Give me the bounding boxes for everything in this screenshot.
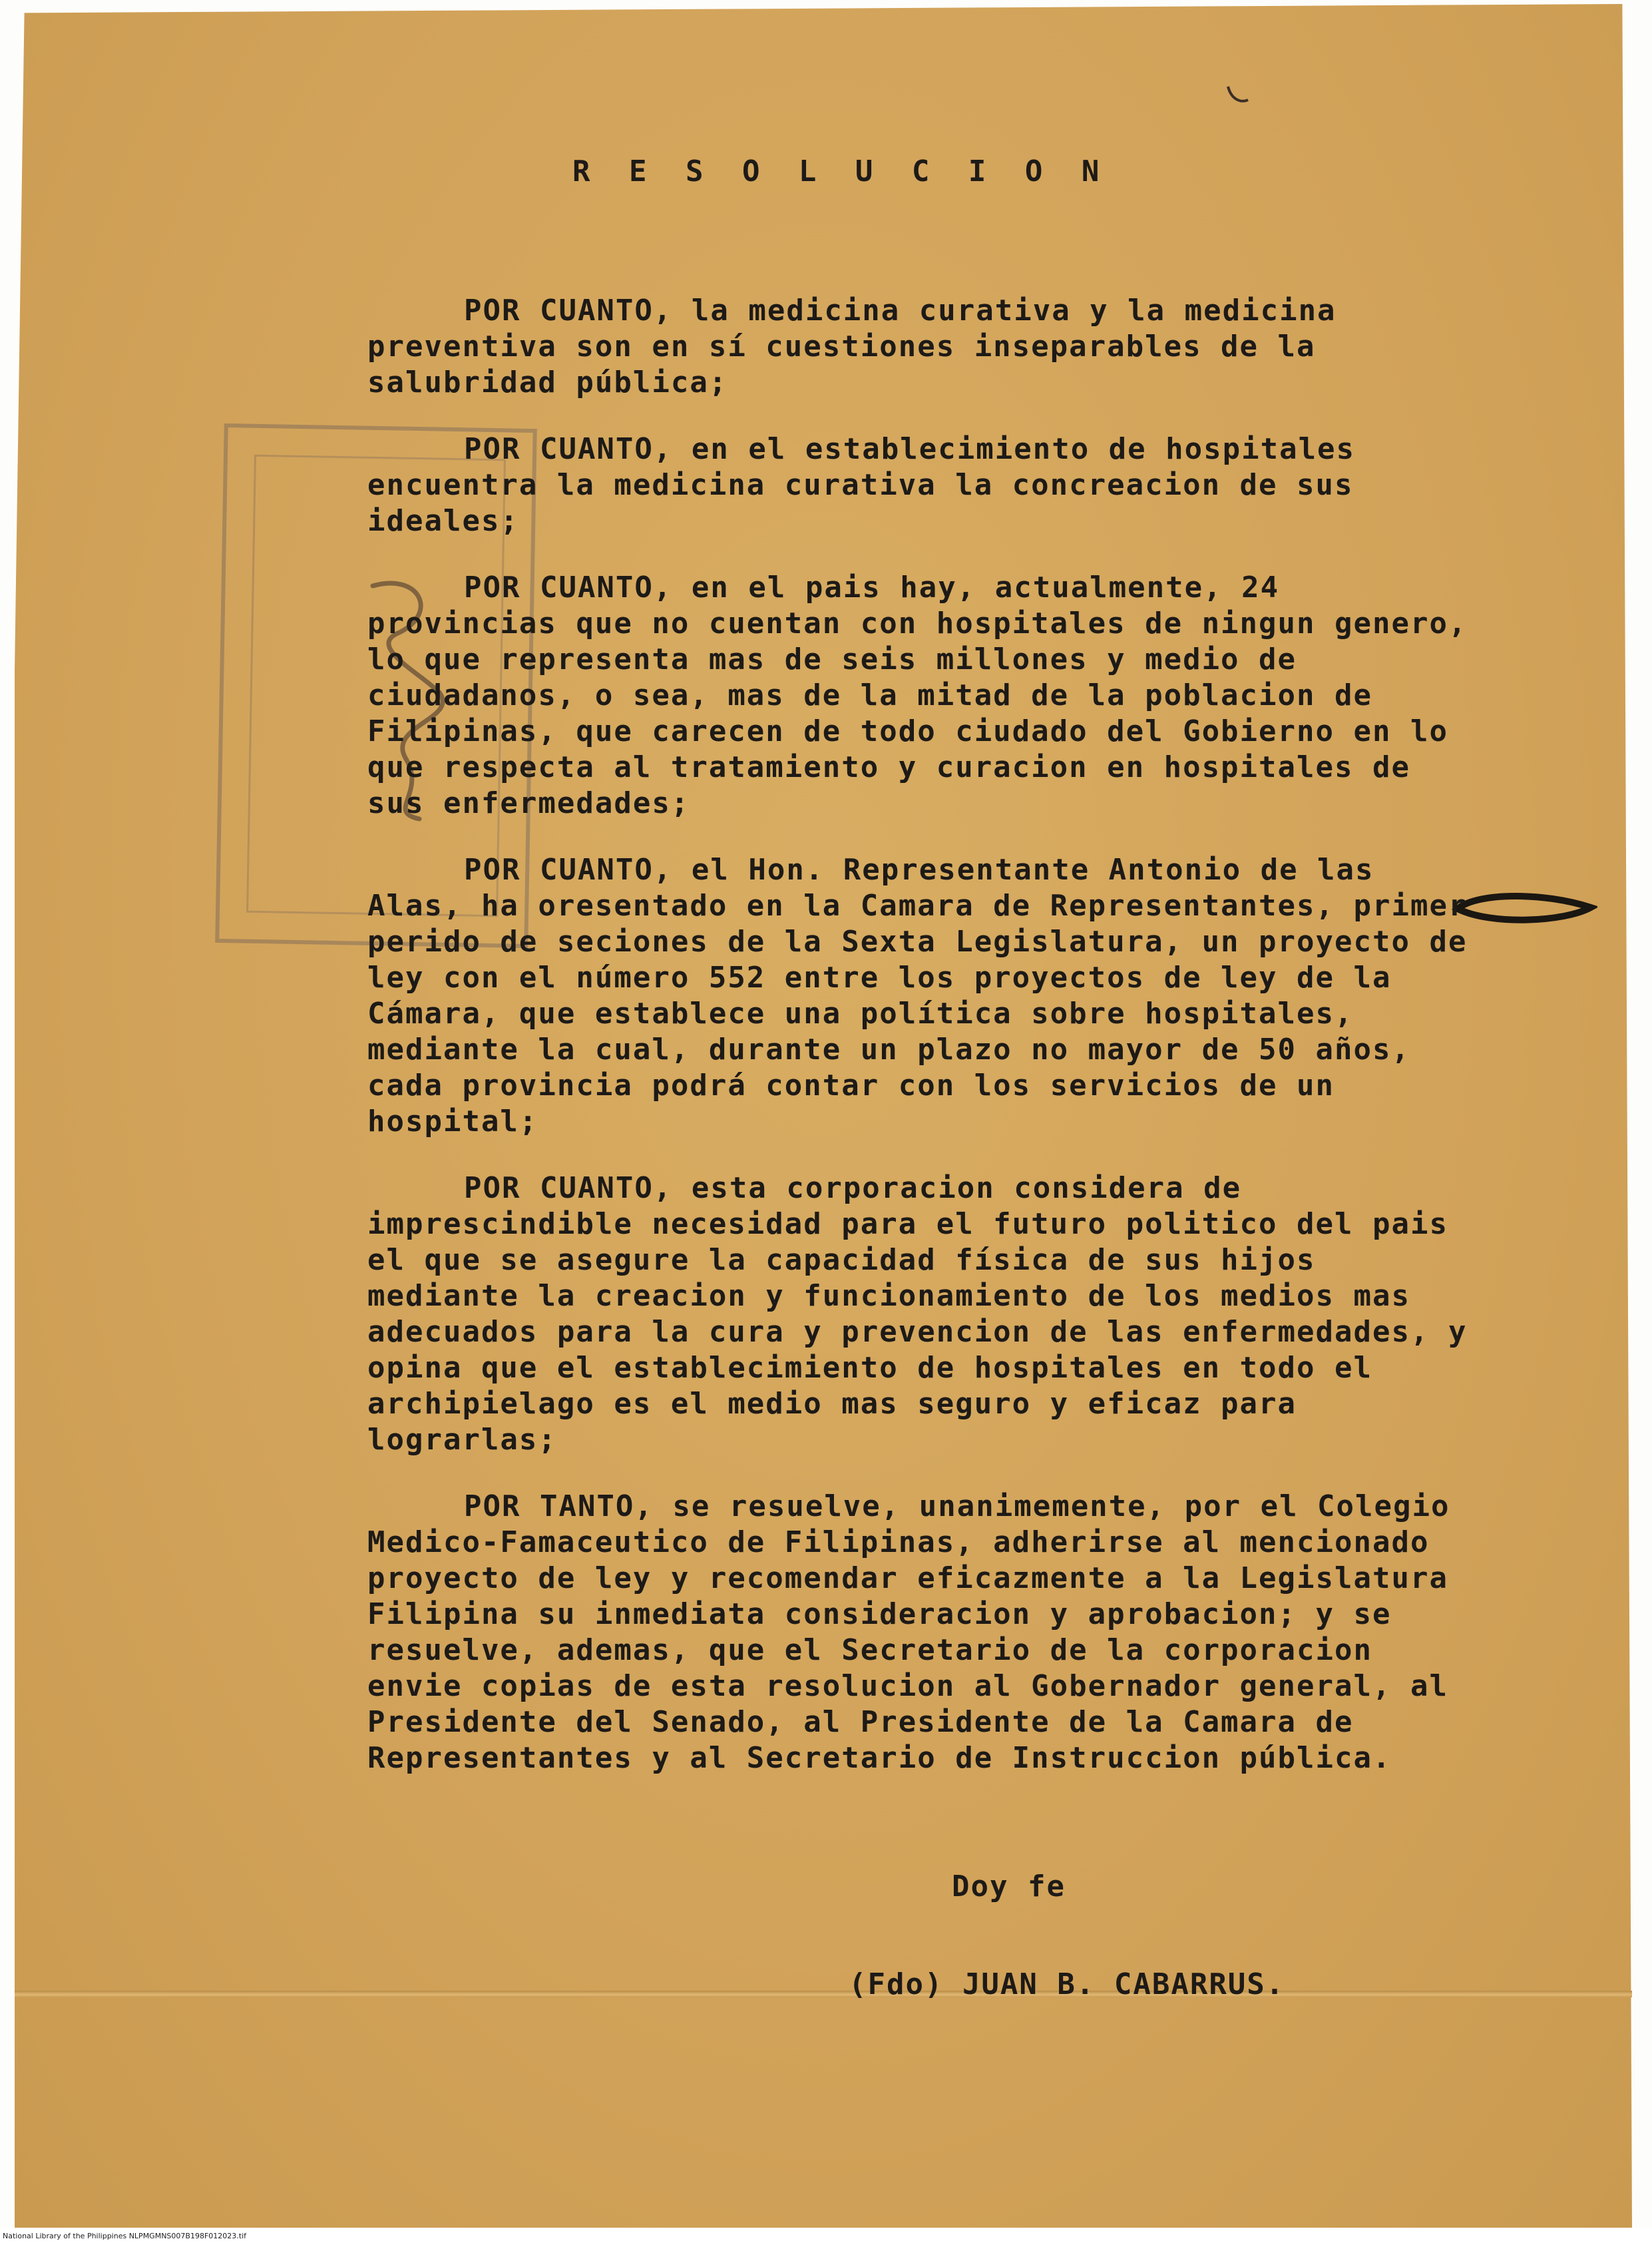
corner-mark [1225, 80, 1251, 107]
signature-line: (Fdo) JUAN B. CABARRUS. [849, 1967, 1285, 2001]
document-title: R E S O L U C I O N [572, 154, 1110, 188]
paper-fold-line [15, 1991, 1632, 1997]
closing-attestation: Doy fe [952, 1870, 1066, 1903]
paragraph-por-cuanto-2: POR CUANTO, en el establecimiento de hospitales encuentra la medicina curativa la concreacion de sus ideales; [367, 432, 1356, 538]
paragraph-por-cuanto-4: POR CUANTO, el Hon. Representante Antonio de las Alas, ha oresentado en la Camara de Representantes, primer perido de seciones de la Sexta Legislatura, un proyecto de ley con el número 552 entre los proyectos de ley de la Cámara, que establece una política sobre hospitales, mediante la cual, durante un plazo no mayor de 50 años, cada provincia podrá contar con los servicios de un hospital; [367, 853, 1468, 1138]
paragraph-por-cuanto-5: POR CUANTO, esta corporacion considera de imprescindible necesidad para el futuro politico del pais el que se asegure la capacidad física de sus hijos mediante la creacion y funcionamiento de los medios mas adecuados para la cura y prevencion de las enfermedades, y opina que el establecimiento de hospitales en todo el archipielago es el medio mas seguro y eficaz para lograrlas; [367, 1171, 1468, 1457]
paragraph-por-cuanto-3: POR CUANTO, en el pais hay, actualmente, 24 provincias que no cuentan con hospitales de ningun genero, lo que representa mas de seis millones y medio de ciudadanos, o sea, mas de la mitad de la poblacion de Filipinas, que carecen de todo ciudado del Gobierno en lo que respecta al tratamiento y curacion en hospitales de sus enfermedades; [367, 571, 1468, 820]
scan-footer [0, 2228, 1652, 2247]
paragraph-por-cuanto-1: POR CUANTO, la medicina curativa y la medicina preventiva son en sí cuestiones inseparables de la salubridad pública; [367, 294, 1337, 399]
resolution-body [367, 293, 1486, 1807]
archive-credit: National Library of the Philippines NLPMGMNS007B198F012023.tif [3, 2232, 247, 2240]
paragraph-por-tanto: POR TANTO, se resuelve, unanimemente, por el Colegio Medico-Famaceutico de Filipinas, adherirse al mencionado proyecto de ley y recomendar eficazmente a la Legislatura Filipina su inmediata consideracion y aprobacion; y se resuelve, ademas, que el Secretario de la corporacion envie copias de esta resolucion al Gobernador general, al Presidente del Senado, al Presidente de la Camara de Representantes y al Secretario de Instruccion pública. [367, 1489, 1450, 1775]
